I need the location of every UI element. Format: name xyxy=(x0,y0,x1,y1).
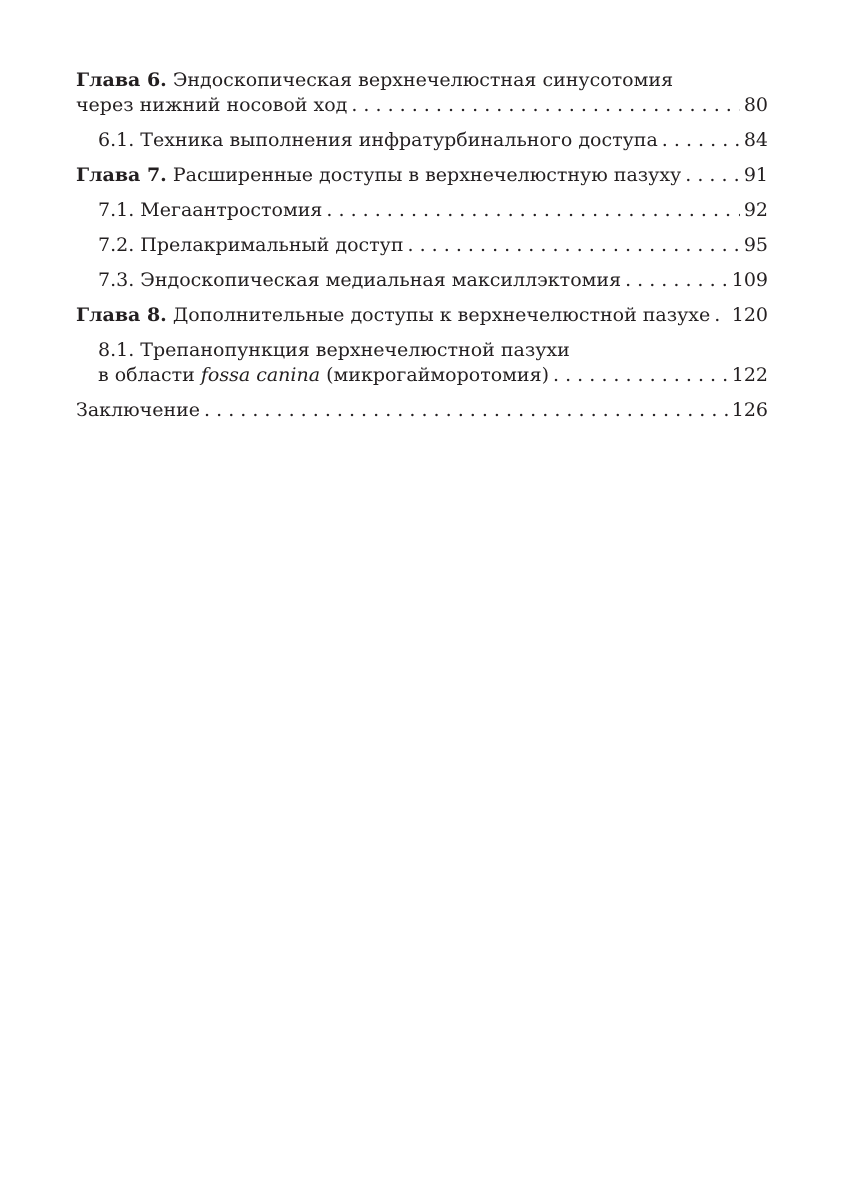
page-number: 109 xyxy=(731,269,768,291)
dot-leader xyxy=(553,363,728,388)
table-of-contents xyxy=(76,68,768,433)
dot-leader xyxy=(351,93,739,118)
chapter-label: Глава 8. xyxy=(76,304,167,326)
section-title: 7.1. Мегаантростомия xyxy=(98,199,323,221)
dot-leader xyxy=(685,163,740,188)
toc-entry-chapter-6[interactable] xyxy=(76,68,768,118)
page-number: 91 xyxy=(743,164,768,186)
toc-entry-section-7-2[interactable] xyxy=(98,233,768,258)
toc-entry-chapter-7[interactable] xyxy=(76,163,768,188)
dot-leader xyxy=(662,128,740,153)
dot-leader xyxy=(625,268,728,293)
toc-line xyxy=(76,163,768,188)
dot-leader xyxy=(326,198,739,223)
entry-title xyxy=(76,163,681,188)
chapter-title: Дополнительные доступы к верхнечелюстной пазухе xyxy=(166,304,711,326)
toc-entry-section-8-1[interactable] xyxy=(98,338,768,388)
chapter-label: Глава 6. xyxy=(76,69,167,91)
page-number: 122 xyxy=(731,364,768,386)
title-prefix: в области xyxy=(98,364,201,386)
section-title: 7.2. Прелакримальный доступ xyxy=(98,234,404,256)
page-number: 80 xyxy=(743,94,768,116)
latin-term: fossa canina xyxy=(200,364,321,386)
toc-entry-section-7-3[interactable] xyxy=(98,268,768,293)
toc-entry-section-7-1[interactable] xyxy=(98,198,768,223)
page-number: 120 xyxy=(731,304,768,326)
page-number: 95 xyxy=(743,234,768,256)
section-title-line2 xyxy=(98,363,549,388)
dot-leader xyxy=(714,303,727,328)
page-number: 84 xyxy=(743,129,768,151)
toc-line xyxy=(76,68,768,93)
toc-entry-conclusion[interactable] xyxy=(76,398,768,423)
toc-line xyxy=(98,338,768,363)
chapter-title: Расширенные доступы в верхнечелюстную пазуху xyxy=(166,164,682,186)
section-title: 7.3. Эндоскопическая медиальная максиллэктомия xyxy=(98,269,622,291)
page-number: 126 xyxy=(731,399,768,421)
conclusion-title: Заключение xyxy=(76,399,201,421)
title-suffix: (микрогайморотомия) xyxy=(320,364,549,386)
chapter-title-line1: Эндоскопическая верхнечелюстная синусотомия xyxy=(166,69,674,91)
toc-line xyxy=(98,198,768,223)
section-title: 6.1. Техника выполнения инфратурбинального доступа xyxy=(98,129,658,151)
toc-line xyxy=(98,363,768,388)
toc-entry-section-6-1[interactable] xyxy=(98,128,768,153)
section-title-line1: 8.1. Трепанопункция верхнечелюстной пазухи xyxy=(98,339,570,361)
toc-line xyxy=(76,93,768,118)
entry-title xyxy=(76,68,673,93)
chapter-label: Глава 7. xyxy=(76,164,167,186)
toc-entry-chapter-8[interactable] xyxy=(76,303,768,328)
dot-leader xyxy=(408,233,740,258)
page-number: 92 xyxy=(743,199,768,221)
toc-line xyxy=(98,233,768,258)
entry-title xyxy=(76,303,710,328)
toc-line xyxy=(76,303,768,328)
chapter-title-line2: через нижний носовой ход xyxy=(76,94,348,116)
dot-leader xyxy=(204,398,728,423)
toc-line xyxy=(98,128,768,153)
toc-line xyxy=(76,398,768,423)
toc-line xyxy=(98,268,768,293)
